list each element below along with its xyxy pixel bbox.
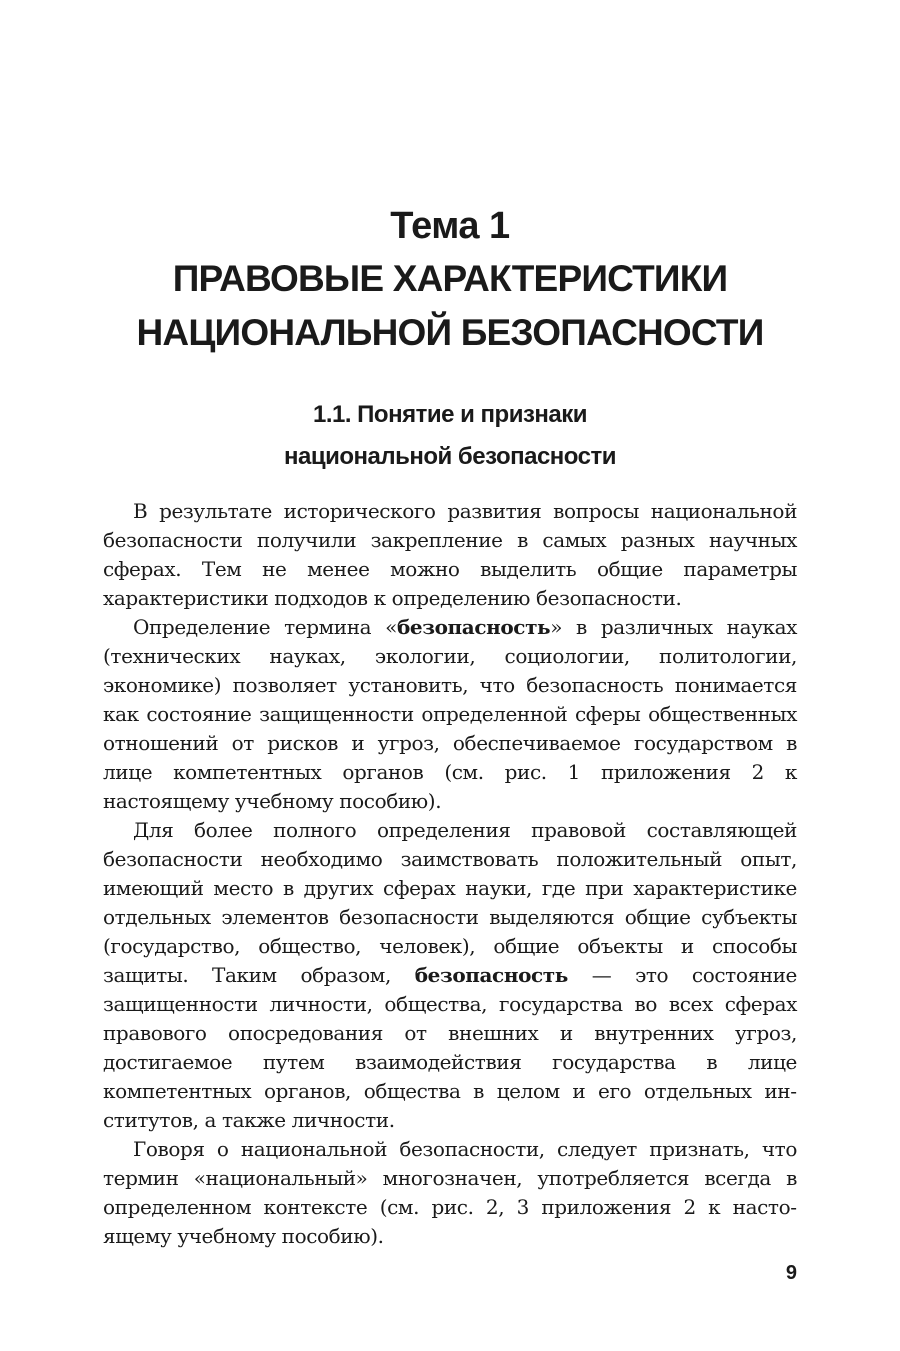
topic-label: Тема 1 (390, 205, 510, 247)
paragraph-4 (103, 1135, 797, 1251)
section-title-line-1: 1.1. Понятие и признаки (312, 401, 587, 428)
topic-heading (0, 200, 900, 360)
paragraph-1 (103, 497, 797, 613)
paragraph-2 (103, 613, 797, 816)
paragraph-3-text-after: — это состояние защищенности личности, общества, государства во всех сферах правового опосредования от внешних и внутренних угроз, достигаемое путем взаимодействия государства в лице компетентных органов, общества в целом и его отдельных институтов, а также личности. (103, 963, 797, 1132)
chapter-title-line-1: ПРАВОВЫЕ ХАРАКТЕРИСТИКИ (172, 258, 728, 299)
paragraph-4-text: Говоря о национальной безопасности, следует признать, что термин «национальный» многозначен, употребляется всегда в определенном контексте (см. рис. 2, 3 приложения 2 к настоящему учебному пособию). (103, 1137, 797, 1248)
paragraph-2-text-after: » в различных науках (технических науках, экологии, социологии, политологии, экономике) позволяет установить, что безопасность понимается как состояние защищенности определенной сферы общественных отношений от рисков и угроз, обеспечиваемое государством в лице компетентных органов (см. рис. 1 приложения 2 к настоящему учебному пособию). (103, 615, 797, 813)
paragraph-1-text: В результате исторического развития вопросы национальной безопасности получили закрепление в самых разных научных сферах. Тем не менее можно выделить общие параметры характеристики подходов к определению безопасности. (103, 499, 797, 610)
section-heading (0, 394, 900, 478)
term-bezopasnost-1: безопасность (396, 615, 551, 639)
paragraph-3-text-before: Для более полного определения правовой составляющей безопасности необходимо заимствовать положительный опыт, имеющий место в других сферах науки, где при характеристике отдельных элементов безопасности выделяются общие субъекты (государство, общество, человек), общие объекты и способы защиты. Таким образом, (103, 818, 797, 987)
section-title-line-2: национальной безопасности (284, 443, 616, 470)
chapter-title-line-2: НАЦИОНАЛЬНОЙ БЕЗОПАСНОСТИ (136, 312, 764, 353)
page-number: 9 (785, 1262, 797, 1284)
body-text (103, 497, 797, 1251)
term-bezopasnost-2: безопасность (414, 963, 568, 987)
paragraph-3 (103, 816, 797, 1135)
paragraph-2-text-before: Определение термина « (133, 615, 397, 639)
